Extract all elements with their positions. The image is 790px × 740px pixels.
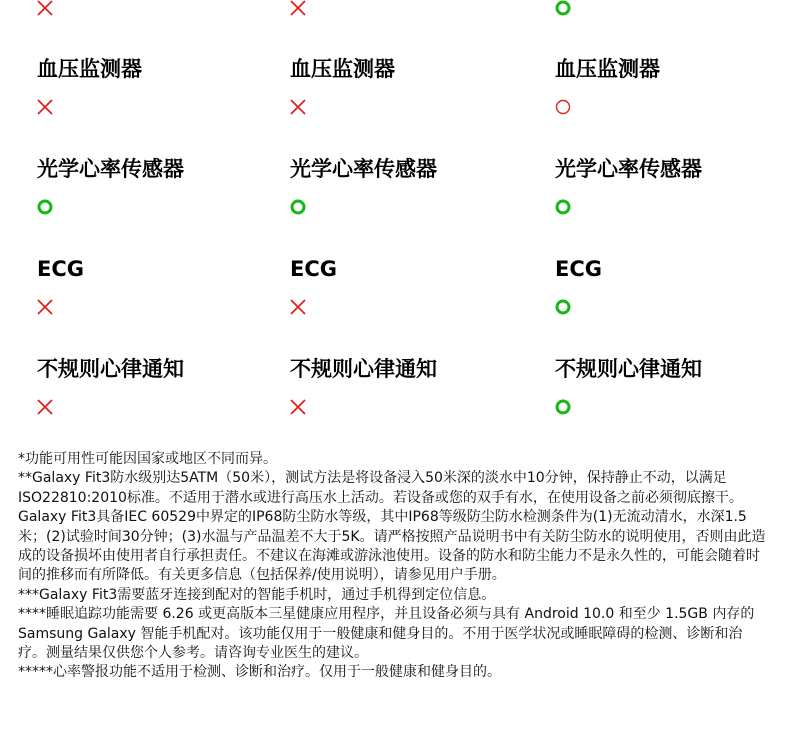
feature-title-irregular-rhythm: 不规则心律通知 [290,357,437,381]
cross-icon [290,399,306,415]
feature-title-ecg: ECG [37,257,84,281]
check-circle-icon [555,199,571,215]
cross-icon [290,99,306,115]
check-circle-icon [555,299,571,315]
check-circle-icon [555,399,571,415]
feature-title-optical-hr: 光学心率传感器 [555,157,702,181]
partial-circle-icon [555,99,571,115]
feature-title-optical-hr: 光学心率传感器 [290,157,437,181]
cross-icon [290,0,306,16]
footnote-water-resistance: **Galaxy Fit3防水级别达5ATM（50米），测试方法是将设备浸入50米深的淡水中10分钟，保持静止不动，以满足ISO22810:2010标准。不适用于潜水或进行高压水上活动。若设备或您的双手有水，在使用设备之前必须彻底擦干。Galaxy Fit3具备IEC 60529中界定的IP68防尘防水等级，其中IP68等级防尘防水检测条件为(1)无流动清水，水深1.5米；(2)试验时间30分钟；(3)水温与产品温差不大于5K。请严格按照产品说明书中有关防尘防水的说明使用，否则由此造成的设备损坏由使用者自行承担责任。不建议在海滩或游泳池使用。设备的防水和防尘能力不是永久性的，可能会随着时间的推移而有所降低。有关更多信息（包括保养/使用说明），请参见用户手册。 [18,470,766,584]
check-circle-icon [290,199,306,215]
cross-icon [37,99,53,115]
feature-title-blood-pressure: 血压监测器 [290,57,395,81]
footnotes [18,450,770,683]
feature-title-irregular-rhythm: 不规则心律通知 [555,357,702,381]
feature-title-blood-pressure: 血压监测器 [555,57,660,81]
footnote-heart-rate-alert: *****心率警报功能不适用于检测、诊断和治疗。仅用于一般健康和健身目的。 [18,664,501,681]
cross-icon [37,399,53,415]
footnote-availability: *功能可用性可能因国家或地区不同而异。 [18,451,277,467]
feature-title-optical-hr: 光学心率传感器 [37,157,184,181]
feature-title-ecg: ECG [555,257,602,281]
footnote-sleep-tracking: ****睡眠追踪功能需要 6.26 或更高版本三星健康应用程序，并且设备必须与具有 Android 10.0 和至少 1.5GB 内存的 Samsung Galaxy 智能手机配对。该功能仅用于一般健康和健身目的。不用于医学状况或睡眠障碍的检测、诊断和治疗。测量结果仅供您个人参考。请咨询专业医生的建议。 [18,606,755,662]
footnote-location: ***Galaxy Fit3需要蓝牙连接到配对的智能手机时，通过手机得到定位信息。 [18,586,496,603]
cross-icon [37,299,53,315]
feature-title-irregular-rhythm: 不规则心律通知 [37,357,184,381]
feature-title-ecg: ECG [290,257,337,281]
check-circle-icon [37,199,53,215]
cross-icon [37,0,53,16]
feature-title-blood-pressure: 血压监测器 [37,57,142,81]
cross-icon [290,299,306,315]
check-circle-icon [555,0,571,16]
